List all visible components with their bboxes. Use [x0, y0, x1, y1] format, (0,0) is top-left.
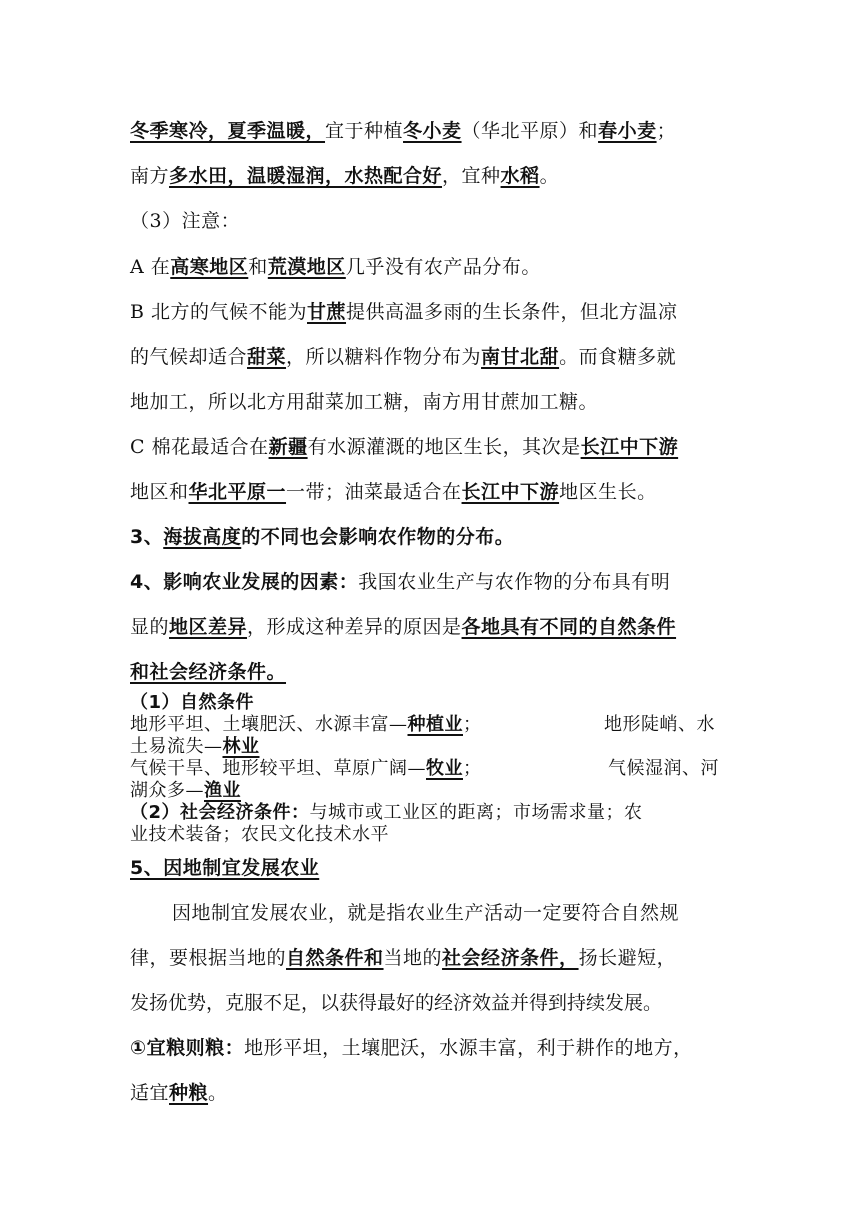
- text-line: [130, 943, 730, 970]
- emphasis-text: 长江中下游: [461, 481, 560, 503]
- text-span: 适宜: [130, 1082, 170, 1104]
- text-span: ，形成这种差异的原因是: [247, 616, 462, 638]
- text-span: 与城市或工业区的距离；市场需求量；农: [309, 802, 643, 823]
- point-4: [130, 567, 730, 594]
- text-line: [130, 988, 730, 1015]
- text-span: 业技术装备；农民文化技术水平: [130, 824, 389, 845]
- emphasis-text: 水稻: [500, 165, 540, 187]
- text-span: 地形平坦、土壤肥沃、水源丰富—: [130, 714, 408, 735]
- emphasis-text: 新疆: [268, 436, 308, 458]
- emphasis-text: 华北平原一: [188, 481, 287, 503]
- text-span: 当地的: [383, 947, 443, 969]
- text-span: ；: [656, 120, 677, 142]
- emphasis-text: 甜菜: [247, 346, 287, 368]
- text-span: 的不同也会影响农作物的分布。: [241, 526, 515, 548]
- text-span: 地加工，所以北方用甜菜加工糖，南方用甘蔗加工糖。: [130, 391, 599, 413]
- text-span: 5、因地制宜发展农业: [130, 857, 320, 879]
- text-span: 宜于种植: [325, 120, 404, 142]
- text-span: 。: [539, 165, 560, 187]
- text-span: 扬长避短，: [578, 947, 677, 969]
- emphasis-text: 冬小麦: [403, 120, 462, 142]
- text-span: 气候湿润、河: [608, 758, 719, 779]
- text-line: [172, 898, 730, 925]
- text-span: 发扬优势，克服不足，以获得最好的经济效益并得到持续发展。: [130, 992, 663, 1014]
- emphasis-text: 和社会经济条件。: [130, 661, 287, 683]
- text-line: [130, 387, 730, 414]
- emphasis-text: 林业: [222, 736, 260, 757]
- text-line: [130, 820, 730, 846]
- text-span: 地区和: [130, 481, 189, 503]
- emphasis-text: 荒漠地区: [267, 256, 346, 278]
- text-span: 我国农业生产与农作物的分布具有明: [358, 571, 671, 593]
- text-span: 南方: [130, 165, 170, 187]
- text-span: ；: [463, 714, 482, 735]
- text-span: 3、: [130, 526, 164, 548]
- emphasis-text: 甘蔗: [307, 301, 347, 323]
- text-span: （华北平原）和: [461, 120, 599, 142]
- point-3: [130, 522, 730, 549]
- text-span: （1）自然条件: [130, 692, 255, 713]
- text-span: 的气候却适合: [130, 346, 248, 368]
- emphasis-text: 牧业: [426, 758, 463, 779]
- emphasis-text: 海拔高度: [163, 526, 242, 548]
- text-span: 气候干旱、地形较平坦、草原广阔—: [130, 758, 426, 779]
- text-span: ，宜种: [442, 165, 501, 187]
- emphasis-text: 各地具有不同的自然条件: [461, 616, 677, 638]
- emphasis-text: 长江中下游: [580, 436, 679, 458]
- text-span: A 在: [130, 256, 171, 278]
- emphasis-text: 南甘北甜: [481, 346, 560, 368]
- text-line: [130, 657, 730, 684]
- text-span: 提供高温多雨的生长条件，但北方温凉: [346, 301, 678, 323]
- text-span: （3）注意：: [130, 210, 241, 232]
- emphasis-text: ①宜粮则粮：: [130, 1037, 245, 1059]
- text-line: [130, 252, 730, 279]
- emphasis-text: 春小麦: [598, 120, 657, 142]
- text-line: [130, 477, 730, 504]
- text-span: C 棉花最适合在: [130, 436, 269, 458]
- emphasis-text: 多水田，温暖湿润，水热配合好: [169, 165, 443, 187]
- emphasis-text: 冬季寒冷，夏季温暖，: [130, 120, 326, 142]
- emphasis-text: 4、影响农业发展的因素：: [130, 571, 359, 593]
- text-span: 几乎没有农产品分布。: [345, 256, 541, 278]
- text-span: ，所以糖料作物分布为: [286, 346, 482, 368]
- text-span: 和: [248, 256, 268, 278]
- text-span: 一带；油菜最适合在: [286, 481, 462, 503]
- emphasis-text: 种植业: [407, 714, 463, 735]
- text-line: [130, 1033, 730, 1060]
- text-span: 地形陡峭、水: [604, 714, 715, 735]
- text-span: 。而食糖多就: [559, 346, 677, 368]
- emphasis-text: 高寒地区: [170, 256, 249, 278]
- text-span: 显的: [130, 616, 170, 638]
- text-line: [130, 1078, 730, 1105]
- emphasis-text: 自然条件和: [286, 947, 384, 969]
- text-span: 土易流失—: [130, 736, 223, 757]
- text-span: 湖众多—: [130, 780, 204, 801]
- text-span: 。: [208, 1082, 228, 1104]
- text-line: [130, 612, 730, 639]
- text-line: [130, 161, 730, 188]
- emphasis-text: 地区差异: [169, 616, 248, 638]
- text-span: 律，要根据当地的: [130, 947, 287, 969]
- text-line: [130, 116, 730, 143]
- text-line: [130, 297, 730, 324]
- text-line: [130, 342, 730, 369]
- text-span: 地形平坦，土壤肥沃，水源丰富，利于耕作的地方，: [244, 1037, 693, 1059]
- section-heading: [130, 853, 730, 880]
- text-line: [130, 432, 730, 459]
- emphasis-text: 渔业: [204, 780, 241, 801]
- text-span: 地区生长。: [559, 481, 657, 503]
- emphasis-text: （2）社会经济条件：: [130, 802, 310, 823]
- text-span: 有水源灌溉的地区生长，其次是: [307, 436, 581, 458]
- text-span: ；: [463, 758, 482, 779]
- text-span: B 北方的气候不能为: [130, 301, 308, 323]
- emphasis-text: 社会经济条件，: [442, 947, 579, 969]
- text-span: 因地制宜发展农业，就是指农业生产活动一定要符合自然规: [172, 902, 680, 924]
- section-heading: [130, 206, 730, 233]
- emphasis-text: 种粮: [169, 1082, 209, 1104]
